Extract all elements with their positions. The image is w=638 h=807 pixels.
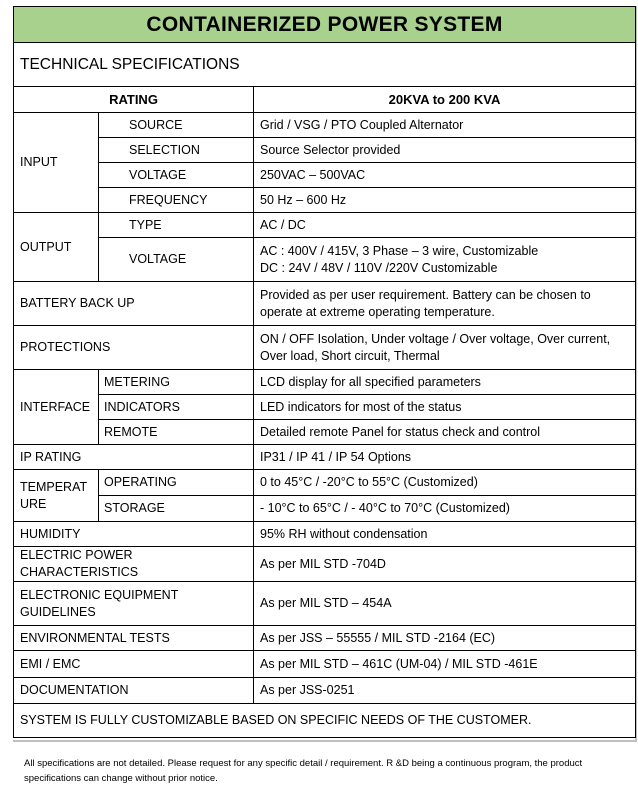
input-voltage-row [14,163,636,188]
title-row [14,7,636,43]
electronic-equipment-value: As per MIL STD – 454A [254,582,636,626]
interface-metering-value: LCD display for all specified parameters [254,370,636,395]
footnote-line2: specifications can change without prior notice. [24,773,218,784]
environmental-label: ENVIRONMENTAL TESTS [14,626,254,651]
spec-table [13,6,636,738]
footnote-line1: All specifications are not detailed. Please request for any specific detail / requirement. R &D being a continuous program, the product [24,758,583,769]
output-voltage-dc: DC : 24V / 48V / 110V /220V Customizable [260,260,498,275]
humidity-row [14,522,636,547]
input-source-row [14,113,636,138]
temperature-label-line2: URE [20,496,47,511]
input-source-label: SOURCE [99,113,254,138]
subtitle-row [14,43,636,87]
interface-remote-label: REMOTE [99,420,254,445]
electric-power-row [14,547,636,582]
electric-power-value: As per MIL STD -704D [254,547,636,582]
temperature-operating-row [14,470,636,496]
interface-metering-label: METERING [99,370,254,395]
ip-rating-value: IP31 / IP 41 / IP 54 Options [254,445,636,470]
interface-metering-row [14,370,636,395]
output-label: OUTPUT [14,213,99,282]
electronic-equipment-label [14,582,254,626]
ip-rating-row [14,445,636,470]
interface-indicators-label: INDICATORS [99,395,254,420]
customizable-row [14,704,636,738]
interface-remote-value: Detailed remote Panel for status check and control [254,420,636,445]
emi-label: EMI / EMC [14,651,254,678]
temperature-storage-row [14,496,636,522]
documentation-label: DOCUMENTATION [14,678,254,704]
input-voltage-label: VOLTAGE [99,163,254,188]
environmental-row [14,626,636,651]
emi-row [14,651,636,678]
input-voltage-value: 250VAC – 500VAC [254,163,636,188]
protections-value: ON / OFF Isolation, Under voltage / Over voltage, Over current, Over load, Short circuit, Thermal [254,326,636,370]
rating-header: RATING [14,87,254,113]
document-subtitle: TECHNICAL SPECIFICATIONS [14,43,636,87]
footnote [24,756,624,786]
output-type-value: AC / DC [254,213,636,238]
temperature-label-line1: TEMPERAT [20,479,88,494]
document-title: CONTAINERIZED POWER SYSTEM [14,7,636,43]
protections-row [14,326,636,370]
output-voltage-ac: AC : 400V / 415V, 3 Phase – 3 wire, Customizable [260,243,539,258]
input-selection-value: Source Selector provided [254,138,636,163]
documentation-value: As per JSS-0251 [254,678,636,704]
output-type-label: TYPE [99,213,254,238]
input-frequency-label: FREQUENCY [99,188,254,213]
interface-indicators-row [14,395,636,420]
output-voltage-label: VOLTAGE [99,238,254,282]
input-source-value: Grid / VSG / PTO Coupled Alternator [254,113,636,138]
input-label: INPUT [14,113,99,213]
ip-rating-label: IP RATING [14,445,254,470]
electronic-equipment-label-line1: ELECTRONIC EQUIPMENT [20,587,179,602]
battery-value: Provided as per user requirement. Battery can be chosen to operate at extreme operating temperature. [254,282,636,326]
interface-indicators-value: LED indicators for most of the status [254,395,636,420]
output-voltage-row [14,238,636,282]
header-row [14,87,636,113]
electric-power-label: ELECTRIC POWER CHARACTERISTICS [14,547,254,582]
humidity-value: 95% RH without condensation [254,522,636,547]
input-selection-row [14,138,636,163]
input-frequency-row [14,188,636,213]
range-header: 20KVA to 200 KVA [254,87,636,113]
input-frequency-value: 50 Hz – 600 Hz [254,188,636,213]
temperature-operating-label: OPERATING [99,470,254,496]
temperature-storage-label: STORAGE [99,496,254,522]
customizable-note: SYSTEM IS FULLY CUSTOMIZABLE BASED ON SPECIFIC NEEDS OF THE CUSTOMER. [14,704,636,738]
humidity-label: HUMIDITY [14,522,254,547]
interface-label: INTERFACE [14,370,99,445]
documentation-row [14,678,636,704]
input-selection-label: SELECTION [99,138,254,163]
output-type-row [14,213,636,238]
output-voltage-value [254,238,636,282]
emi-value: As per MIL STD – 461C (UM-04) / MIL STD -461E [254,651,636,678]
protections-label: PROTECTIONS [14,326,254,370]
temperature-operating-value: 0 to 45°C / -20°C to 55°C (Customized) [254,470,636,496]
electronic-equipment-row [14,582,636,626]
interface-remote-row [14,420,636,445]
electronic-equipment-label-line2: GUIDELINES [20,604,96,619]
battery-label: BATTERY BACK UP [14,282,254,326]
environmental-value: As per JSS – 55555 / MIL STD -2164 (EC) [254,626,636,651]
temperature-storage-value: - 10°C to 65°C / - 40°C to 70°C (Customized) [254,496,636,522]
battery-row [14,282,636,326]
temperature-label [14,470,99,522]
